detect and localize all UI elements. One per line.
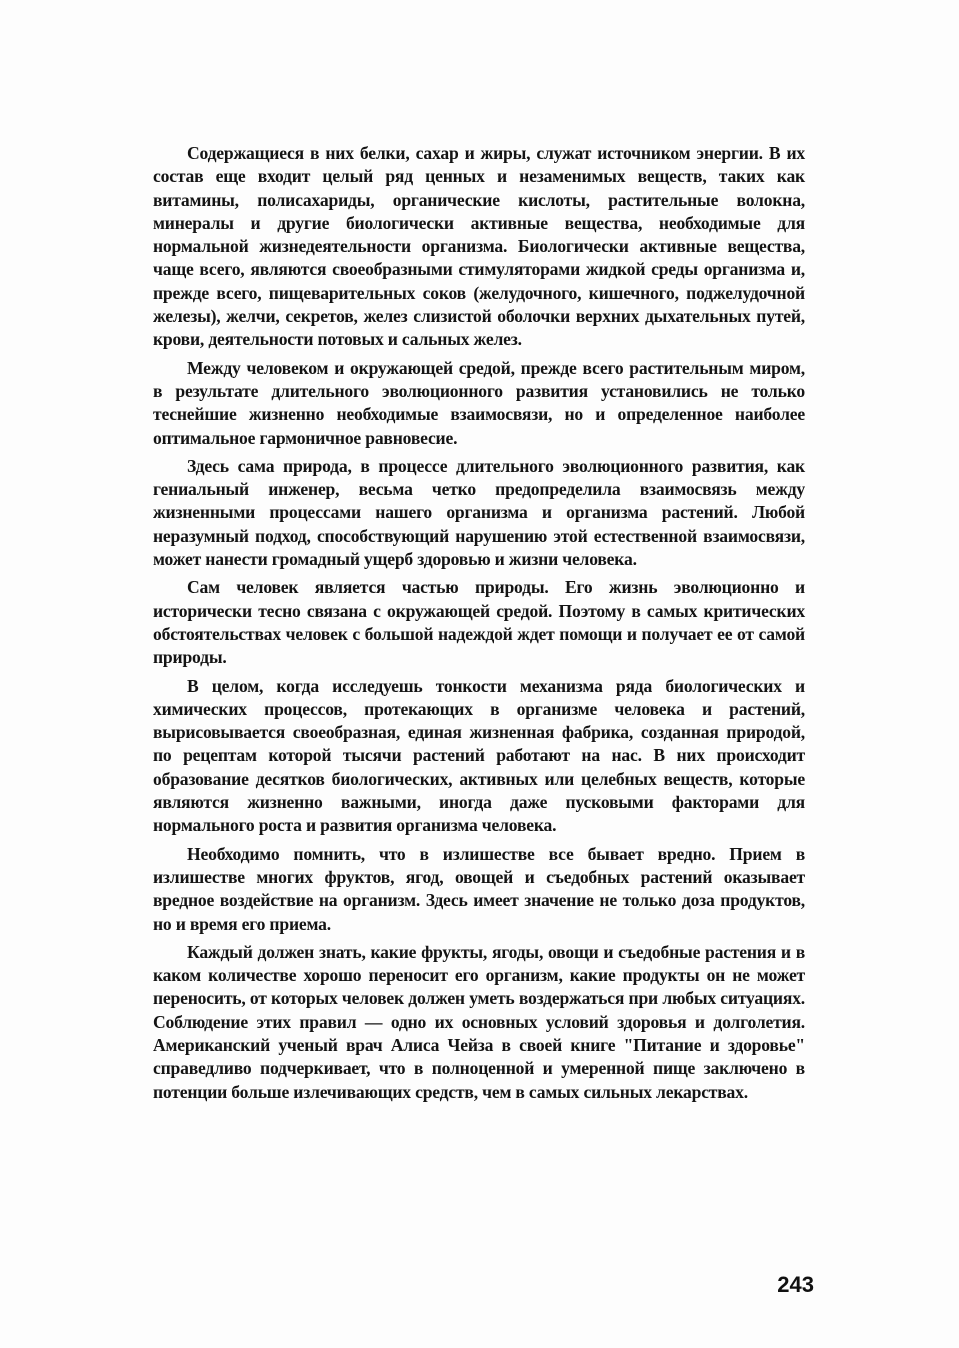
body-text — [153, 142, 805, 1104]
paragraph-2: Между человеком и окружающей средой, прежде всего растительным миром, в результате длительного эволюционного развития установились не только теснейшие жизненно необходимые взаимосвязи, но и определенное наиболее оптимальное гармоничное равновесие. — [153, 357, 805, 448]
paragraph-7: Каждый должен знать, какие фрукты, ягоды, овощи и съедобные растения и в каком количестве хорошо переносит его организм, какие продукты он не может переносить, от которых человек должен уметь воздержаться при любых ситуациях. Соблюдение этих правил — одно их основных условий здоровья и долголетия. Американский ученый врач Алиса Чейза в своей книге "Питание и здоровье" справедливо подчеркивает, что в полноценной и умеренной пище заключено в потенции больше излечивающих средств, чем в самых сильных лекарствах. — [153, 941, 805, 1102]
paragraph-3: Здесь сама природа, в процессе длительного эволюционного развития, как гениальный инженер, весьма четко предопределила взаимосвязь между жизненными процессами нашего организма и организма растений. Любой неразумный подход, способствующий нарушению этой естественной взаимосвязи, может нанести громадный ущерб здоровью и жизни человека. — [153, 455, 805, 570]
paragraph-5: В целом, когда исследуешь тонкости механизма ряда биологических и химических процессов, протекающих в организме человека и растений, вырисовывается своеобразная, единая жизненная фабрика, созданная природой, по рецептам которой тысячи растений работают на нас. В них происходит образование десятков биологических, активных или целебных веществ, которые являются жизненно важными, иногда даже пусковыми факторами для нормального роста и развития организма человека. — [153, 675, 805, 836]
paragraph-1: Содержащиеся в них белки, сахар и жиры, служат источником энергии. В их состав еще входит целый ряд ценных и незаменимых веществ, таких как витамины, полисахариды, органические кислоты, растительные волокна, минералы и другие биологически активные вещества, необходимые для нормальной жизнедеятельности организма. Биологически активные вещества, чаще всего, являются своеобразными стимуляторами жидкой среды организма и, прежде всего, пищеварительных соков (желудочного, кишечного, поджелудочной железы), желчи, секретов, желез слизистой оболочки верхних дыхательных путей, крови, деятельности потовых и сальных желез. — [153, 143, 805, 350]
paragraph-4: Сам человек является частью природы. Его жизнь эволюционно и исторически тесно связана с окружающей средой. Поэтому в самых критических обстоятельствах человек с большой надеждой ждет помощи и получает ее от самой природы. — [153, 577, 805, 668]
page-number: 243 — [777, 1272, 814, 1297]
paragraph-6: Необходимо помнить, что в излишестве все бывает вредно. Прием в излишестве многих фруктов, ягод, овощей и съедобных растений оказывает вредное воздействие на организм. Здесь имеет значение не только доза продуктов, но и время его приема. — [153, 843, 805, 934]
